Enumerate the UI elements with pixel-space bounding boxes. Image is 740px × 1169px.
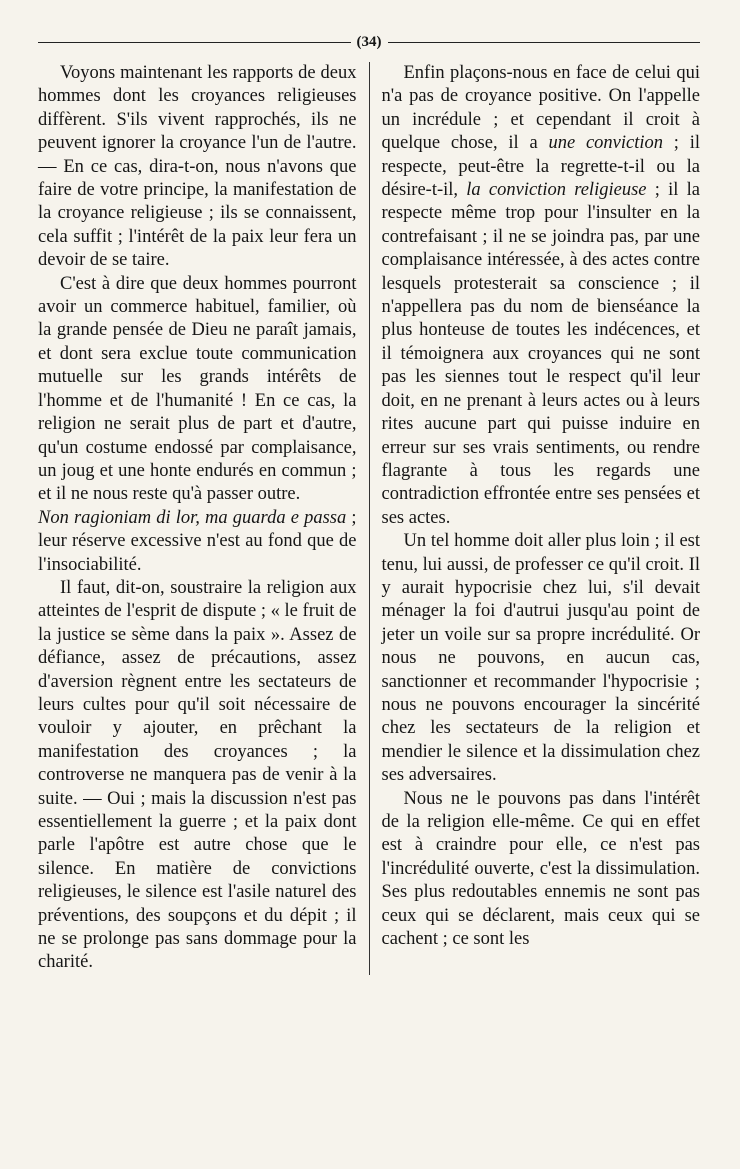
text-run: ; il respecte, peut-être la regrette-t-il ou la désire-t-il, xyxy=(381,133,701,201)
paragraph xyxy=(382,62,701,530)
paragraph: Voyons maintenant les rapports de deux hommes dont les croyances religieuses diffèrent. S'ils vivent rapprochés, ils ne peuvent ignorer la croyance l'un de l'autre. — En ce cas, dira-t-on, nous n'avons que faire de votre principe, la manifestation de la croyance religieuse ; ils se connaissent, cela suffit ; l'intérêt de la paix leur fera un devoir de se taire. xyxy=(38,63,357,271)
quote-continuation: ; leur réserve excessive n'est au fond que de l'insociabilité. xyxy=(38,507,357,575)
italic-phrase: une conviction xyxy=(548,133,664,154)
paragraph-quote xyxy=(38,507,357,577)
left-column xyxy=(38,62,357,975)
italic-phrase: la conviction religieuse xyxy=(466,180,647,201)
paragraph: Un tel homme doit aller plus loin ; il est tenu, lui aussi, de professer ce qu'il croit. Il y aurait hypocrisie chez lui, s'il devait ménager la foi d'autrui jusqu'au point de jeter un voile sur sa propre incrédulité. Or nous ne pouvons, en aucun cas, sanctionner et recommander l'hypocrisie ; nous ne pouvons encourager la sincérité chez les sectateurs de la religion et mendier le silence et la dissimulation chez ses adversaires. xyxy=(381,531,700,786)
text-run: Enfin plaçons-nous en face de celui qui n'a pas de croyance positive. On l'appelle un incrédule ; et cependant il croit à quelque chose, il a xyxy=(381,63,700,154)
italian-quote: Non ragioniam di lor, ma guarda e passa xyxy=(38,507,347,528)
column-divider xyxy=(369,62,370,975)
page-number: (34) xyxy=(356,33,382,50)
paragraph: C'est à dire que deux hommes pourront avoir un commerce habituel, familier, où la grande pensée de Dieu ne paraît jamais, et dont sera exclue toute communication mutuelle sur les grands intérêts de l'homme et de l'humanité ! En ce cas, la religion ne serait plus de part et d'autre, qu'un costume endossé par complaisance, un joug et une honte endurés en commun ; et il ne nous reste qu'à passer outre. xyxy=(38,273,357,505)
paragraph: Nous ne le pouvons pas dans l'intérêt de la religion elle-même. Ce qui en effet est à craindre pour elle, ce n'est pas l'incrédulité ouverte, c'est la dissimulation. Ses plus redoutables ennemis ne sont pas ceux qui se déclarent, mais ceux qui se cachent ; ce sont les xyxy=(381,788,700,950)
header-rule-right xyxy=(388,42,701,43)
header-rule-left xyxy=(38,42,351,43)
page-header xyxy=(38,30,700,54)
text-run: ; il la respecte même trop pour l'insulter en la contrefaisant ; il ne se joindra pas, par une complaisance intéressée, à des actes contre lesquels protesterait sa conscience ; il n'appellera pas du nom de bienséance la plus honteuse de toutes les indécences, et il témoignera aux croyances qui ne sont pas les siennes tout le respect qu'il leur doit, en ne prenant à leurs actes ou à leurs rites aucune part qui puisse induire en erreur sur ses vrais sentiments, ou rendre flagrante à tous les regards une contradiction effrontée entre ses pensées et ses actes. xyxy=(381,180,700,528)
right-column xyxy=(382,62,701,975)
text-columns xyxy=(38,62,700,975)
paragraph: Il faut, dit-on, soustraire la religion aux atteintes de l'esprit de dispute ; « le fruit de la justice se sème dans la paix ». Assez de défiance, assez de précautions, assez d'aversion règnent entre les sectateurs de leurs cultes pour qu'il soit nécessaire de vouloir y ajouter, en prêchant la manifestation des croyances ; la controverse ne manquera pas de venir à la suite. — Oui ; mais la discussion n'est pas essentiellement la guerre ; et la paix dont parle l'apôtre est autre chose que le silence. En matière de convictions religieuses, le silence est l'asile naturel des préventions, des soupçons et du dépit ; il ne se prolonge pas sans dommage pour la charité. xyxy=(38,577,357,973)
